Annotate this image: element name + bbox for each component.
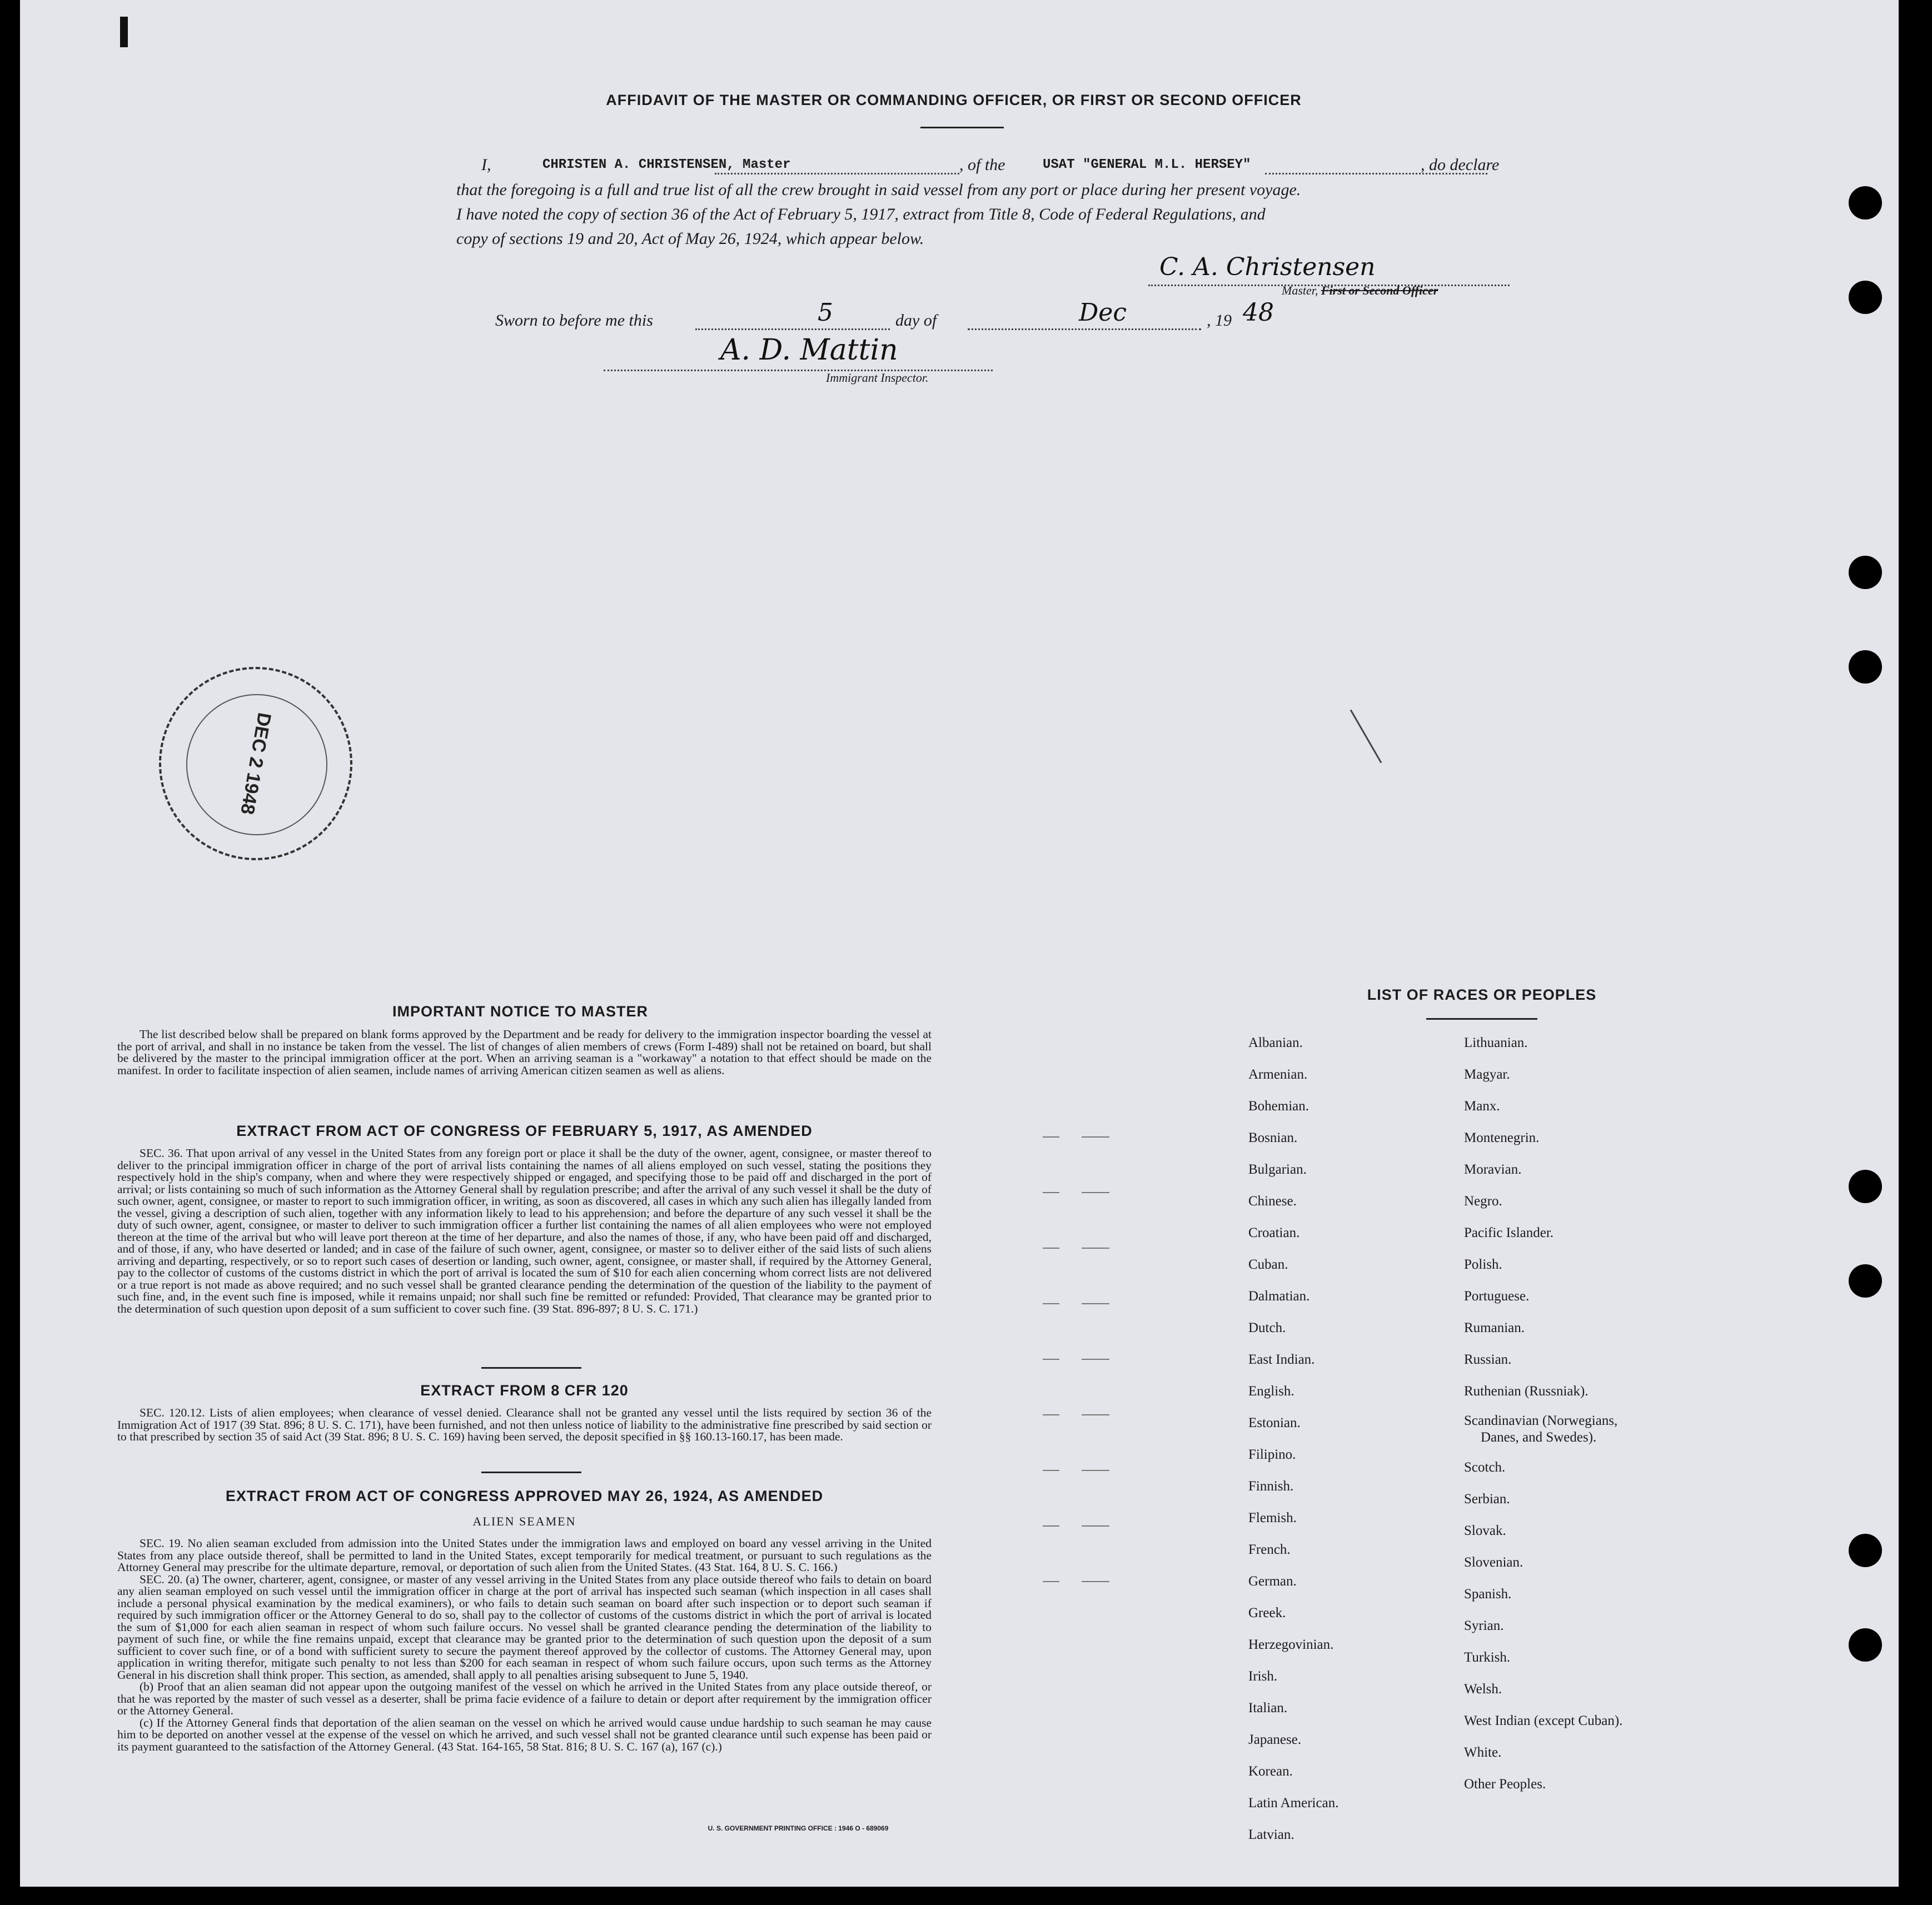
binder-hole bbox=[1849, 1534, 1882, 1567]
notice-text bbox=[117, 1029, 932, 1076]
title-divider bbox=[920, 127, 1004, 128]
race-item: Chinese. bbox=[1248, 1194, 1297, 1209]
race-item: Dutch. bbox=[1248, 1320, 1286, 1335]
affidavit-line-3: I have noted the copy of section 36 of the Act of February 5, 1917, extract from Title 8, Code of Federal Regulations, and bbox=[456, 205, 1266, 223]
sec36-paragraph: SEC. 36. That upon arrival of any vessel in the United States from any foreign port or place it shall be the duty of the owner, agent, consignee, or master thereof to deliver to the principal immigration officer in charge of the port of arrival lists containing the names of all aliens employed on such vessel, stating the positions they respectively hold in the ship's company, when and where they were respectively shipped or engaged, and specifying those to be paid off and discharged in the port of arrival; or lists containing so much of such information as the Attorney General shall by regulation prescribe; and after the arrival of any such vessel it shall be the duty of such owner, agent, consignee, or master to report to such immigration officer, in writing, as soon as discovered, all cases in which any such alien has illegally landed from the vessel, giving a description of such alien, together with any information likely to lead to his apprehension; and before the departure of any such vessel it shall be the duty of such owner, agent, consignee, or master to deliver to such immigration officer a further list containing the names of all alien employees who were not employed thereon at the time of the arrival but who will leave port thereon at the time of her departure, and also the names of those, if any, who have been paid off and discharged, and of those, if any, who have deserted or landed; and in case of the failure of such owner, agent, consignee, or master so to deliver either of the said lists of such aliens arriving and departing, respectively, or so to report such cases of desertion or landing, such owner, agent, consignee, or master shall, if required by the Attorney General, pay to the collector of customs of the customs district in which the port of arrival is located the sum of $10 for each alien concerning whom correct lists are not delivered or a true report is not made as above required; and no such vessel shall be granted clearance pending the determination of the question of the liability to the payment of such fine, and, in the event such fine is imposed, while it remains unpaid; nor shall such fine be remitted or refunded: Provided, That clearance may be granted prior to the determination of such question upon deposit of a sum sufficient to cover such fine. (39 Stat. 896-897; 8 U. S. C. 171.) bbox=[117, 1146, 932, 1315]
affidavit-line-4: copy of sections 19 and 20, Act of May 26, 1924, which appear below. bbox=[456, 230, 924, 248]
binder-hole bbox=[1849, 186, 1882, 220]
extract-cfr-title: EXTRACT FROM 8 CFR 120 bbox=[420, 1382, 629, 1399]
race-item: Filipino. bbox=[1248, 1447, 1296, 1462]
extract-1924-text bbox=[117, 1538, 932, 1753]
binder-hole bbox=[1849, 556, 1882, 589]
document-page bbox=[20, 0, 1899, 1887]
affidavit-title: AFFIDAVIT OF THE MASTER OR COMMANDING OFFICER, OR FIRST OR SECOND OFFICER bbox=[606, 92, 1302, 108]
race-item: Manx. bbox=[1464, 1099, 1500, 1114]
corner-mark bbox=[120, 17, 128, 47]
sworn-year: 48 bbox=[1243, 298, 1274, 327]
inspector-signature: A. D. Mattin bbox=[720, 333, 898, 367]
stray-mark bbox=[1350, 710, 1382, 764]
race-item: Rumanian. bbox=[1464, 1320, 1525, 1335]
race-item: Syrian. bbox=[1464, 1618, 1504, 1633]
inspector-caption: Immigrant Inspector. bbox=[826, 371, 929, 385]
race-item: Polish. bbox=[1464, 1257, 1502, 1272]
year-prefix: , 19 bbox=[1207, 311, 1232, 330]
race-item: Cuban. bbox=[1248, 1257, 1288, 1272]
race-item: French. bbox=[1248, 1542, 1291, 1557]
dotted-line bbox=[715, 173, 959, 174]
binder-hole bbox=[1849, 650, 1882, 684]
races-divider bbox=[1426, 1018, 1537, 1020]
race-item: Turkish. bbox=[1464, 1650, 1511, 1665]
extract-1924-title: EXTRACT FROM ACT OF CONGRESS APPROVED MAY 26, 1924, AS AMENDED bbox=[225, 1488, 824, 1504]
race-item: Japanese. bbox=[1248, 1732, 1302, 1747]
race-item: East Indian. bbox=[1248, 1352, 1315, 1367]
race-item: Bosnian. bbox=[1248, 1130, 1298, 1145]
sec20c-paragraph: (c) If the Attorney General finds that deportation of the alien seaman on the vessel on which he arrived would cause undue hardship to such seaman he may cause him to be deported on another vessel at the expense of the vessel on which he arrived, and such vessel shall not be granted clearance until such expense has been paid or its payment guaranteed to the satisfaction of the Attorney General. (43 Stat. 164-165, 58 Stat. 816; 8 U. S. C. 167 (a), 167 (c).) bbox=[117, 1716, 932, 1753]
race-item: Armenian. bbox=[1248, 1067, 1308, 1082]
race-item: Portuguese. bbox=[1464, 1289, 1530, 1304]
race-item: Croatian. bbox=[1248, 1225, 1300, 1240]
section-divider bbox=[481, 1472, 581, 1473]
race-item: Moravian. bbox=[1464, 1162, 1522, 1177]
race-item: Danes, and Swedes). bbox=[1481, 1430, 1597, 1445]
extract-cfr-text bbox=[117, 1407, 932, 1443]
binder-hole bbox=[1849, 281, 1882, 314]
race-item: Magyar. bbox=[1464, 1067, 1510, 1082]
race-item: White. bbox=[1464, 1745, 1502, 1760]
race-item: Scotch. bbox=[1464, 1460, 1506, 1475]
affidavit-intro: I, bbox=[481, 156, 491, 174]
binder-hole bbox=[1849, 1264, 1882, 1298]
race-item: Russian. bbox=[1464, 1352, 1512, 1367]
race-item: Spanish. bbox=[1464, 1587, 1512, 1602]
sec20a-paragraph: SEC. 20. (a) The owner, charterer, agent, consignee, or master of any vessel arriving in the United States from any place outside thereof who fails to detain on board any alien seaman employed on such vessel until the immigration officer in charge at the port of arrival has inspected such seaman (which inspection in all cases shall include a personal physical examination by the medical examiners), or who fails to detain such seaman on board after such inspection or to deport such seaman if required by such immigration officer or the Attorney General to do so, shall pay to the collector of customs of the customs district in which the port of arrival is located the sum of $1,000 for each alien seaman in respect of whom such failure occurs. No vessel shall be granted clearance pending the determination of the liability to payment of such fine, or while the fine remains unpaid, except that clearance may be granted prior to the determination of such question upon the deposit of a sum sufficient to cover such fine, or of a bond with sufficient surety to secure the payment thereof approved by the collector of customs. The Attorney General may, upon application in writing therefor, mitigate such penalty to not less than $200 for each seaman in respect of whom such failure occurs, upon such terms as the Attorney General in his discretion shall think proper. This section, as amended, shall apply to all penalties arising subsequent to June 5, 1940. bbox=[117, 1572, 932, 1682]
race-item: Negro. bbox=[1464, 1194, 1502, 1209]
binder-hole bbox=[1849, 1628, 1882, 1662]
sec20b-paragraph: (b) Proof that an alien seaman did not appear upon the outgoing manifest of the vessel on which he arrived in the United States from any place outside thereof, or that he was reported by the master of such vessel as a deserter, shall be prima facie evidence of a failure to detain or deport after requirement by the immigration officer or the Attorney General. bbox=[117, 1680, 932, 1717]
race-item: Slovenian. bbox=[1464, 1555, 1523, 1570]
race-item: West Indian (except Cuban). bbox=[1464, 1713, 1623, 1728]
alien-seamen-subtitle: ALIEN SEAMEN bbox=[472, 1514, 576, 1528]
affidavit-line-2: that the foregoing is a full and true list of all the crew brought in said vessel from any port or place during her present voyage. bbox=[456, 181, 1301, 199]
day-of-label: day of bbox=[895, 311, 937, 330]
sworn-month: Dec bbox=[1079, 298, 1127, 327]
affidavit-of-the: , of the bbox=[959, 156, 1005, 174]
extract-1917-title: EXTRACT FROM ACT OF CONGRESS OF FEBRUARY 5, 1917, AS AMENDED bbox=[236, 1123, 813, 1139]
race-item: Irish. bbox=[1248, 1669, 1278, 1684]
sworn-day: 5 bbox=[818, 298, 833, 327]
race-item: Lithuanian. bbox=[1464, 1035, 1528, 1050]
stamp-date: DEC 2 1948 bbox=[236, 711, 276, 816]
printer-line: U. S. GOVERNMENT PRINTING OFFICE : 1946 O - 689069 bbox=[708, 1824, 889, 1832]
race-item: Bohemian. bbox=[1248, 1099, 1309, 1114]
race-item: Bulgarian. bbox=[1248, 1162, 1307, 1177]
races-column-2 bbox=[1464, 1027, 1622, 1800]
master-caption-text: Master, bbox=[1282, 283, 1318, 297]
master-caption bbox=[1282, 283, 1438, 298]
race-item: Welsh. bbox=[1464, 1682, 1502, 1697]
notice-paragraph: The list described below shall be prepared on blank forms approved by the Department and be ready for delivery to the immigration inspector boarding the vessel at the port of arrival, and shall in no instance be taken from the vessel. The list of changes of alien members of crews (Form I-489) shall not be retained on board, but shall be delivered by the master to the principal immigration officer at the port. When an arriving seaman is a "workaway" a notation to that effect should be made on the manifest. In order to facilitate inspection of alien seamen, include names of arriving American citizen seamen as well as aliens. bbox=[117, 1028, 932, 1077]
master-name: CHRISTEN A. CHRISTENSEN, Master bbox=[542, 157, 791, 172]
vessel-name: USAT "GENERAL M.L. HERSEY" bbox=[1043, 157, 1251, 172]
binder-hole bbox=[1849, 1170, 1882, 1203]
races-title: LIST OF RACES OR PEOPLES bbox=[1367, 986, 1597, 1003]
race-item: Albanian. bbox=[1248, 1035, 1303, 1050]
race-item: Italian. bbox=[1248, 1700, 1288, 1716]
race-item: Latin American. bbox=[1248, 1796, 1339, 1811]
sec19-paragraph: SEC. 19. No alien seaman excluded from admission into the United States under the immigration laws and employed on board any vessel arriving in the United States from any place outside thereof, shall be permitted to land in the United States, except temporarily for medical treatment, or pursuant to such regulations as the Attorney General may prescribe for the ultimate departure, removal, or deportation of such alien from the United States. (43 Stat. 164, 8 U. S. C. 166.) bbox=[117, 1537, 932, 1574]
dotted-line bbox=[968, 328, 1201, 330]
race-item: Estonian. bbox=[1248, 1415, 1301, 1430]
section-divider bbox=[481, 1367, 581, 1369]
race-item: English. bbox=[1248, 1384, 1294, 1399]
dotted-line bbox=[695, 328, 890, 330]
extract-1917-text bbox=[117, 1148, 932, 1315]
master-caption-struck: First or Second Officer bbox=[1321, 283, 1438, 297]
signature-line bbox=[604, 370, 993, 371]
race-item: Montenegrin. bbox=[1464, 1130, 1540, 1145]
sworn-line bbox=[495, 298, 1329, 336]
race-item: Other Peoples. bbox=[1464, 1777, 1546, 1792]
race-item: Scandinavian (Norwegians, bbox=[1464, 1413, 1618, 1428]
affidavit-declare: , do declare bbox=[1421, 156, 1500, 174]
sworn-label: Sworn to before me this bbox=[495, 311, 653, 330]
race-item: Flemish. bbox=[1248, 1510, 1297, 1525]
races-column-1 bbox=[1248, 1027, 1338, 1851]
race-item: Slovak. bbox=[1464, 1523, 1506, 1538]
race-item: Herzegovinian. bbox=[1248, 1637, 1334, 1652]
race-item: German. bbox=[1248, 1574, 1297, 1589]
race-item: Ruthenian (Russniak). bbox=[1464, 1384, 1589, 1399]
date-stamp bbox=[159, 667, 352, 860]
notice-title: IMPORTANT NOTICE TO MASTER bbox=[392, 1003, 648, 1020]
race-item: Latvian. bbox=[1248, 1827, 1294, 1842]
margin-dashes bbox=[1043, 1106, 1109, 1606]
master-signature: C. A. Christensen bbox=[1159, 253, 1376, 281]
race-item: Serbian. bbox=[1464, 1492, 1510, 1507]
sec120-paragraph: SEC. 120.12. Lists of alien employees; when clearance of vessel denied. Clearance shall not be granted any vessel until the lists required by section 36 of the Immigration Act of 1917 (39 Stat. 896; 8 U. S. C. 171), have been furnished, and not then unless notice of liability to the administrative fine prescribed by said section or to that prescribed by section 35 of said Act (39 Stat. 896; 8 U. S. C. 169) having been served, the deposit specified in §§ 160.13-160.17, has been made. bbox=[117, 1406, 932, 1443]
race-item: Pacific Islander. bbox=[1464, 1225, 1554, 1240]
race-item: Greek. bbox=[1248, 1605, 1286, 1620]
race-item: Finnish. bbox=[1248, 1479, 1294, 1494]
race-item: Dalmatian. bbox=[1248, 1289, 1310, 1304]
race-item: Korean. bbox=[1248, 1764, 1293, 1779]
